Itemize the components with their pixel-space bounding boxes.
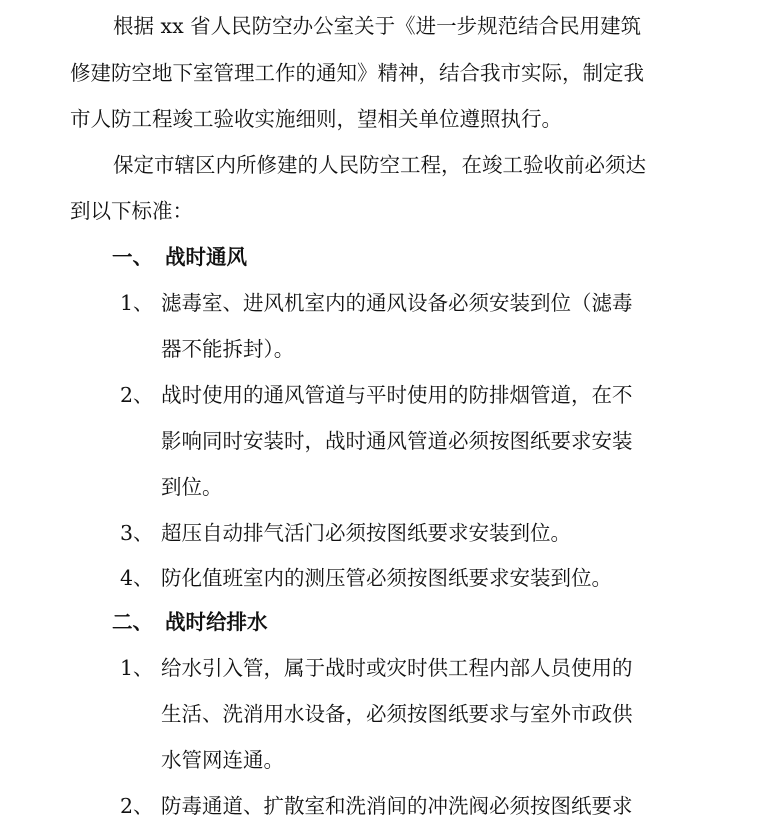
intro-p1-line-1: 根据 xx 省人民防空办公室关于《进一步规范结合民用建筑: [113, 14, 642, 38]
list-item: [120, 518, 680, 548]
list-item: [120, 653, 680, 683]
intro-p1-line-2: 修建防空地下室管理工作的通知》精神，结合我市实际，制定我: [70, 61, 644, 85]
item-continuation: 器不能拆封）。: [161, 337, 295, 361]
item-number: 1、: [120, 291, 154, 315]
item-text: 超压自动排气活门必须按图纸要求安装到位。: [161, 521, 571, 545]
item-number: 2、: [120, 794, 154, 818]
item-continuation: 影响同时安装时，战时通风管道必须按图纸要求安装: [161, 429, 633, 453]
item-text: 滤毒室、进风机室内的通风设备必须安装到位（滤毒: [161, 291, 633, 315]
item-continuation: 生活、洗消用水设备，必须按图纸要求与室外市政供: [161, 702, 633, 726]
item-text: 战时使用的通风管道与平时使用的防排烟管道，在不: [161, 383, 633, 407]
intro-p2-line-2: 到以下标准：: [70, 199, 193, 223]
item-number: 1、: [120, 656, 154, 680]
item-text: 防化值班室内的测压管必须按图纸要求安装到位。: [161, 566, 612, 590]
section-2-title: 战时给排水: [165, 610, 268, 634]
list-item: [120, 791, 680, 821]
list-item: [120, 288, 680, 318]
section-1-heading: [112, 242, 332, 272]
section-1-title: 战时通风: [165, 245, 247, 269]
item-text: 防毒通道、扩散室和洗消间的冲洗阀必须按图纸要求: [161, 794, 633, 818]
item-continuation: 水管网连通。: [161, 748, 284, 772]
item-number: 2、: [120, 383, 154, 407]
item-continuation: 到位。: [161, 475, 223, 499]
intro-p1-line-3: 市人防工程竣工验收实施细则，望相关单位遵照执行。: [70, 107, 562, 131]
item-text: 给水引入管，属于战时或灾时供工程内部人员使用的: [161, 656, 633, 680]
section-2-number: 二、: [112, 610, 153, 634]
section-2-heading: [112, 607, 352, 637]
item-number: 3、: [120, 521, 154, 545]
list-item: [120, 563, 680, 593]
item-number: 4、: [120, 566, 154, 590]
section-1-number: 一、: [112, 245, 153, 269]
intro-p2-line-1: 保定市辖区内所修建的人民防空工程，在竣工验收前必须达: [113, 153, 646, 177]
list-item: [120, 380, 680, 410]
